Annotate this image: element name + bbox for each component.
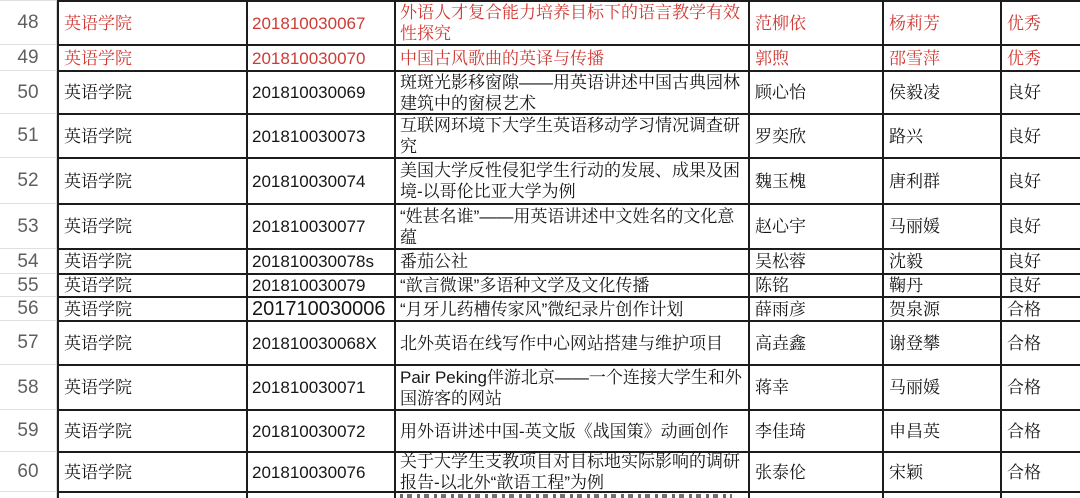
table-row: [0, 0, 1080, 44]
grade-cell[interactable]: 优秀: [1000, 0, 1080, 44]
student-name-cell[interactable]: 郭煦: [748, 44, 882, 70]
college-cell[interactable]: 英语学院: [57, 44, 246, 70]
table-row: [0, 320, 1080, 364]
college-cell[interactable]: 英语学院: [57, 273, 246, 296]
student-name-cell[interactable]: 顾心怡: [748, 70, 882, 113]
project-number-cell[interactable]: 201810030070: [246, 44, 394, 70]
college-cell[interactable]: 英语学院: [57, 248, 246, 273]
project-title-cell[interactable]: 番茄公社: [394, 248, 748, 273]
grade-cell[interactable]: 优秀: [1000, 44, 1080, 70]
grade-cell[interactable]: 良好: [1000, 248, 1080, 273]
project-title-cell[interactable]: 斑斑光影移窗隙——用英语讲述中国古典园林建筑中的窗棂艺术: [394, 70, 748, 113]
advisor-name-cell[interactable]: 贺泉源: [882, 296, 1000, 320]
student-name-cell[interactable]: 罗奕欣: [748, 113, 882, 157]
student-name-cell[interactable]: 高垚鑫: [748, 320, 882, 364]
table-row: [0, 296, 1080, 320]
table-row: [0, 44, 1080, 70]
college-cell[interactable]: 英语学院: [57, 0, 246, 44]
table-row: [0, 451, 1080, 491]
student-name-cell[interactable]: 魏玉槐: [748, 157, 882, 203]
college-cell[interactable]: 英语学院: [57, 70, 246, 113]
table-row: [0, 491, 1080, 498]
project-title-cell[interactable]: 北外英语在线写作中心网站搭建与维护项目: [394, 320, 748, 364]
project-title-cell[interactable]: 用外语讲述中国-英文版《战国策》动画创作: [394, 409, 748, 451]
project-number-cell[interactable]: 201810030077: [246, 203, 394, 248]
table-row: [0, 157, 1080, 203]
student-name-cell[interactable]: 薛雨彦: [748, 296, 882, 320]
college-cell[interactable]: 英语学院: [57, 364, 246, 409]
row-number-cell[interactable]: 51: [0, 113, 57, 157]
clipped-text-strip: [400, 494, 732, 498]
row-number-cell[interactable]: 57: [0, 320, 57, 364]
table-row: [0, 113, 1080, 157]
grade-cell[interactable]: 良好: [1000, 203, 1080, 248]
student-name-cell[interactable]: 蒋幸: [748, 364, 882, 409]
grade-cell[interactable]: 良好: [1000, 273, 1080, 296]
grade-cell[interactable]: 良好: [1000, 157, 1080, 203]
student-name-cell[interactable]: 李佳琦: [748, 409, 882, 451]
college-cell[interactable]: 英语学院: [57, 113, 246, 157]
row-number-cell[interactable]: 59: [0, 409, 57, 451]
table-row: [0, 248, 1080, 273]
advisor-name-cell[interactable]: 路兴: [882, 113, 1000, 157]
college-cell[interactable]: 英语学院: [57, 157, 246, 203]
grade-cell[interactable]: [1000, 491, 1080, 498]
grade-cell[interactable]: 良好: [1000, 70, 1080, 113]
student-name-cell[interactable]: 吴松蓉: [748, 248, 882, 273]
table-row: [0, 203, 1080, 248]
advisor-name-cell[interactable]: 沈毅: [882, 248, 1000, 273]
project-title-cell[interactable]: 外语人才复合能力培养目标下的语言教学有效性探究: [394, 0, 748, 44]
project-number-cell[interactable]: 201710030006: [246, 296, 394, 320]
project-number-cell[interactable]: [246, 491, 394, 498]
college-cell[interactable]: [57, 491, 246, 498]
table-row: [0, 273, 1080, 296]
college-cell[interactable]: 英语学院: [57, 296, 246, 320]
project-title-cell[interactable]: “姓甚名谁”——用英语讲述中文姓名的文化意蕴: [394, 203, 748, 248]
row-number-cell[interactable]: 50: [0, 70, 57, 113]
project-number-cell[interactable]: 201810030069: [246, 70, 394, 113]
row-number-cell[interactable]: 48: [0, 0, 57, 44]
advisor-name-cell[interactable]: 马丽媛: [882, 203, 1000, 248]
row-number-cell[interactable]: 55: [0, 273, 57, 296]
project-title-cell[interactable]: Pair Peking伴游北京——一个连接大学生和外国游客的网站: [394, 364, 748, 409]
project-number-cell[interactable]: 201810030076: [246, 451, 394, 491]
project-number-cell[interactable]: 201810030072: [246, 409, 394, 451]
project-number-cell[interactable]: 201810030071: [246, 364, 394, 409]
row-number-cell[interactable]: [0, 491, 57, 498]
project-number-cell[interactable]: 201810030079: [246, 273, 394, 296]
grade-cell[interactable]: 合格: [1000, 409, 1080, 451]
advisor-name-cell[interactable]: 谢登攀: [882, 320, 1000, 364]
project-title-cell[interactable]: 关于大学生支教项目对目标地实际影响的调研报告-以北外“歆语工程”为例: [394, 451, 748, 491]
project-number-cell[interactable]: 201810030078s: [246, 248, 394, 273]
project-number-cell[interactable]: 201810030073: [246, 113, 394, 157]
student-name-cell[interactable]: [748, 491, 882, 498]
advisor-name-cell[interactable]: 马丽媛: [882, 364, 1000, 409]
table-row: [0, 409, 1080, 451]
grade-cell[interactable]: 合格: [1000, 451, 1080, 491]
project-number-cell[interactable]: 201810030067: [246, 0, 394, 44]
project-number-cell[interactable]: 201810030074: [246, 157, 394, 203]
student-name-cell[interactable]: 范柳依: [748, 0, 882, 44]
college-cell[interactable]: 英语学院: [57, 409, 246, 451]
advisor-name-cell[interactable]: 申昌英: [882, 409, 1000, 451]
grade-cell[interactable]: 合格: [1000, 296, 1080, 320]
row-number-cell[interactable]: 58: [0, 364, 57, 409]
row-number-cell[interactable]: 54: [0, 248, 57, 273]
advisor-name-cell[interactable]: [882, 491, 1000, 498]
advisor-name-cell[interactable]: 宋颖: [882, 451, 1000, 491]
row-number-cell[interactable]: 52: [0, 157, 57, 203]
grade-cell[interactable]: 合格: [1000, 364, 1080, 409]
project-title-cell[interactable]: 中国古风歌曲的英译与传播: [394, 44, 748, 70]
row-number-cell[interactable]: 60: [0, 451, 57, 491]
row-number-cell[interactable]: 56: [0, 296, 57, 320]
project-title-cell[interactable]: “歆言微课”多语种文学及文化传播: [394, 273, 748, 296]
college-cell[interactable]: 英语学院: [57, 451, 246, 491]
college-cell[interactable]: 英语学院: [57, 203, 246, 248]
advisor-name-cell[interactable]: 邵雪萍: [882, 44, 1000, 70]
project-title-cell[interactable]: 美国大学反性侵犯学生行动的发展、成果及困境-以哥伦比亚大学为例: [394, 157, 748, 203]
advisor-name-cell[interactable]: 侯毅凌: [882, 70, 1000, 113]
college-cell[interactable]: 英语学院: [57, 320, 246, 364]
table-row: [0, 364, 1080, 409]
grade-cell[interactable]: 良好: [1000, 113, 1080, 157]
student-name-cell[interactable]: 张泰伦: [748, 451, 882, 491]
project-number-cell[interactable]: 201810030068X: [246, 320, 394, 364]
project-title-cell[interactable]: “月牙儿药槽传家风”微纪录片创作计划: [394, 296, 748, 320]
project-title-cell[interactable]: 互联网环境下大学生英语移动学习情况调查研究: [394, 113, 748, 157]
advisor-name-cell[interactable]: 唐利群: [882, 157, 1000, 203]
advisor-name-cell[interactable]: 鞠丹: [882, 273, 1000, 296]
grade-cell[interactable]: 合格: [1000, 320, 1080, 364]
student-name-cell[interactable]: 赵心宇: [748, 203, 882, 248]
row-number-cell[interactable]: 53: [0, 203, 57, 248]
row-number-cell[interactable]: 49: [0, 44, 57, 70]
project-title-cell[interactable]: [394, 491, 748, 498]
student-name-cell[interactable]: 陈铭: [748, 273, 882, 296]
advisor-name-cell[interactable]: 杨莉芳: [882, 0, 1000, 44]
table-row: [0, 70, 1080, 113]
